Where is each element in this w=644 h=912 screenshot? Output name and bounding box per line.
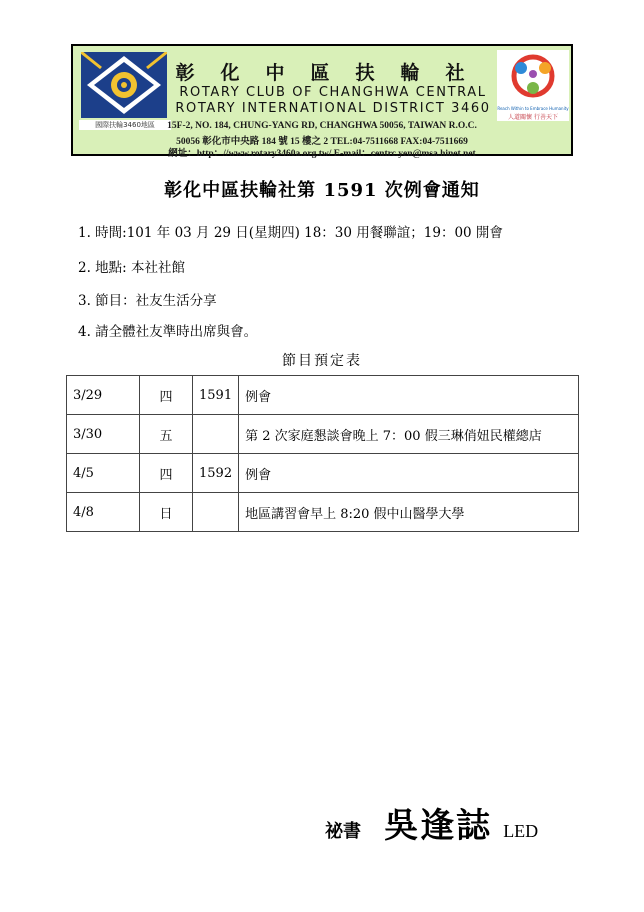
district-name-english: ROTARY INTERNATIONAL DISTRICT 3460 xyxy=(175,101,491,116)
district-emblem-logo xyxy=(81,52,167,118)
meeting-number-cell xyxy=(193,415,239,454)
schedule-title: 節目預定表 xyxy=(282,353,362,369)
meeting-number-cell xyxy=(193,493,239,532)
event-cell: 地區講習會早上 8:20 假中山醫學大學 xyxy=(239,493,579,532)
district-logo-label: 國際扶輪3460地區 xyxy=(79,120,171,130)
table-row xyxy=(67,454,579,493)
event-cell: 例會 xyxy=(239,376,579,415)
table-row xyxy=(67,493,579,532)
weekday-cell: 四 xyxy=(140,376,193,415)
signature-title: 祕書 xyxy=(325,821,361,842)
date-cell: 3/30 xyxy=(67,415,140,454)
notice-title: 彰化中區扶輪社第 1591 次例會通知 xyxy=(164,180,480,201)
club-name-english: ROTARY CLUB OF CHANGHWA CENTRAL xyxy=(179,85,487,100)
signature-suffix: LED xyxy=(503,821,539,841)
theme-logo-text-cn: 人道關懷 行善天下 xyxy=(497,112,569,121)
date-cell: 4/5 xyxy=(67,454,140,493)
theme-logo xyxy=(497,50,569,112)
table-row xyxy=(67,415,579,454)
address-chinese: 50056 彰化市中央路 184 號 15 樓之 2 TEL:04-7511668 FAX:04-7511669 xyxy=(176,137,468,147)
weekday-cell: 日 xyxy=(140,493,193,532)
date-cell: 3/29 xyxy=(67,376,140,415)
weekday-cell: 五 xyxy=(140,415,193,454)
schedule-table xyxy=(66,375,579,532)
signature-block xyxy=(325,798,538,847)
weekday-cell: 四 xyxy=(140,454,193,493)
date-cell: 4/8 xyxy=(67,493,140,532)
address-english: 15F-2, NO. 184, CHUNG-YANG RD, CHANGHWA 50056, TAIWAN R.O.C. xyxy=(167,121,477,131)
notice-item-time: 1. 時間:101 年 03 月 29 日(星期四) 18：30 用餐聯誼；19：00 開會 xyxy=(78,225,503,241)
event-cell: 第 2 次家庭懇談會晚上 7：00 假三琳俏妞民權總店 xyxy=(239,415,579,454)
event-cell: 例會 xyxy=(239,454,579,493)
notice-item-attendance: 4. 請全體社友準時出席與會。 xyxy=(78,324,258,340)
website-email: 網址：http：//www.rotary3460a.org.tw/ E-mail：centrc.yen@msa.hinet.net xyxy=(168,149,476,159)
notice-item-location: 2. 地點: 本社社館 xyxy=(78,260,186,276)
club-name-chinese: 彰化中區扶輪社 xyxy=(175,62,491,84)
signature-name: 吳逢誌 xyxy=(384,806,493,846)
meeting-number-cell: 1591 xyxy=(193,376,239,415)
notice-item-program: 3. 節目：社友生活分享 xyxy=(78,293,217,309)
theme-logo-text-en: Reach Within to Embrace Humanity xyxy=(497,106,569,111)
letterhead xyxy=(71,44,573,159)
table-row xyxy=(67,376,579,415)
meeting-number-cell: 1592 xyxy=(193,454,239,493)
